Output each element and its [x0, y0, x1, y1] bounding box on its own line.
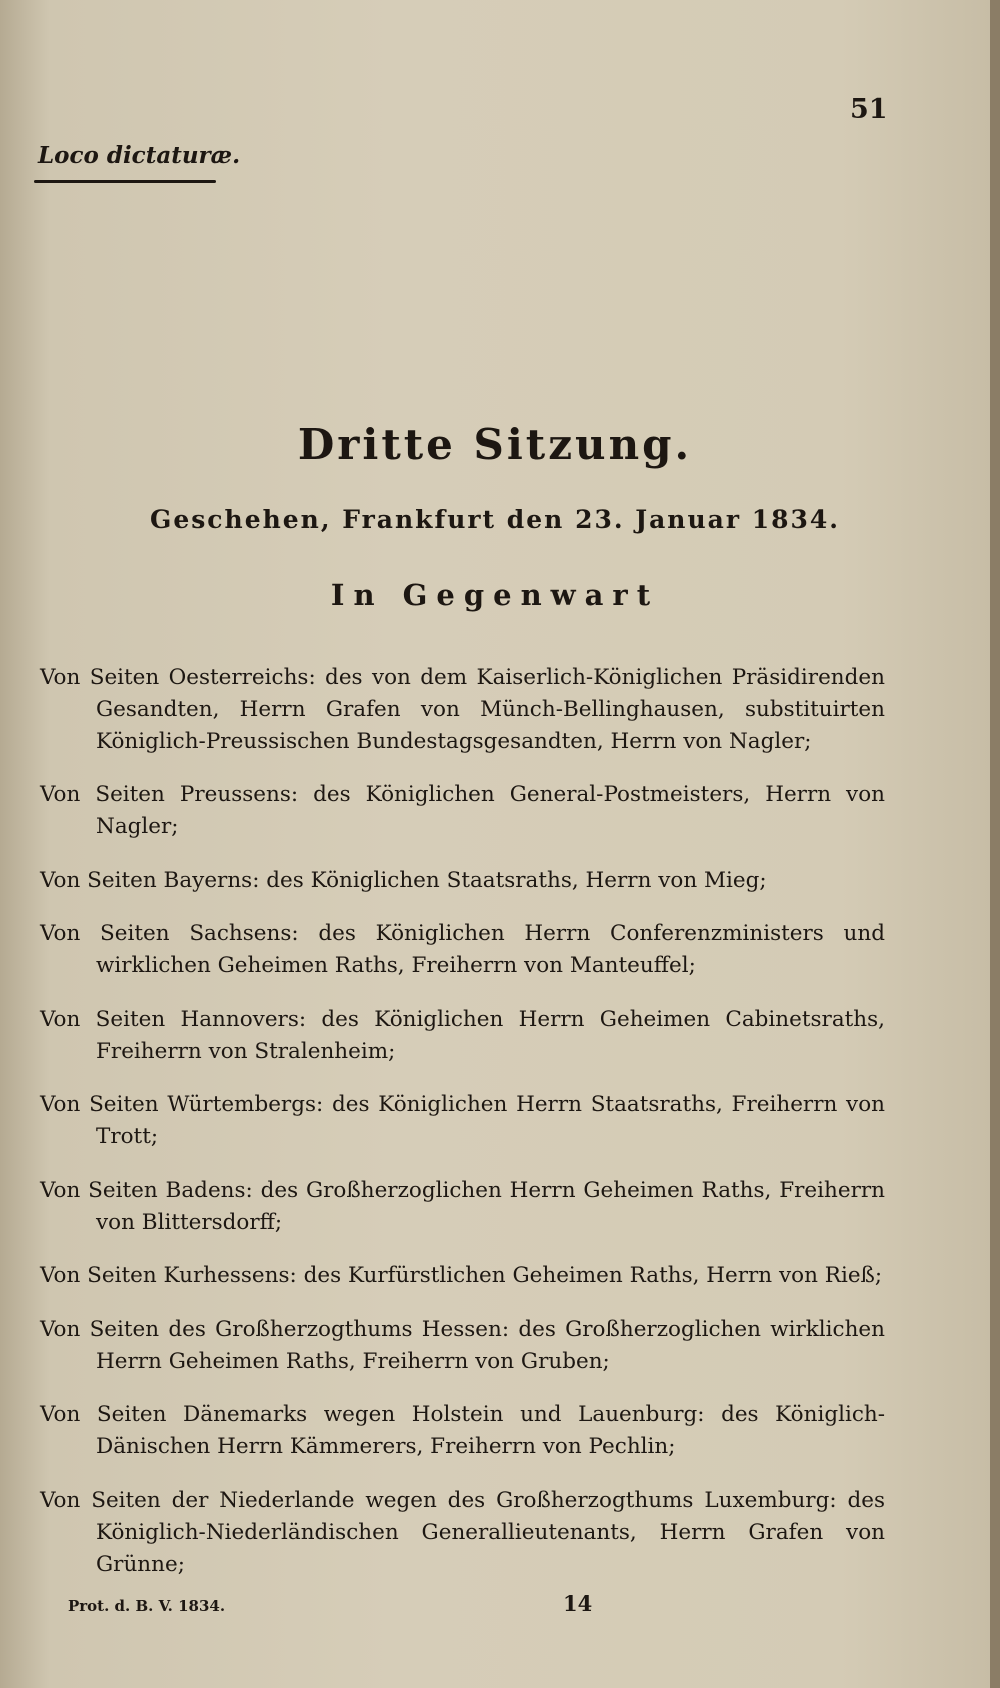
attendance-entry: Von Seiten Hannovers: des Königlichen Herrn Geheimen Cabinetsraths, Freiherrn von Stralenheim; — [40, 1006, 885, 1064]
attendance-entry: Von Seiten des Großherzogthums Hessen: des Großherzoglichen wirklichen Herrn Geheimen Raths, Freiherrn von Gruben; — [40, 1316, 885, 1374]
attendance-entry: Von Seiten Preussens: des Königlichen General-Postmeisters, Herrn von Nagler; — [40, 782, 885, 839]
presence-heading: In Gegenwart — [330, 578, 660, 612]
attendance-entry: Von Seiten Oesterreichs: des von dem Kaiserlich-Königlichen Präsidirenden Gesandten, Herrn Grafen von Münch-Bellinghausen, substituirten Königlich-Preussischen Bundestagsgesandten, Herrn von Nagler; — [40, 664, 885, 754]
attendance-entry: Von Seiten Sachsens: des Königlichen Herrn Conferenzministers und wirklichen Geheimen Raths, Freiherrn von Manteuffel; — [40, 921, 885, 978]
attendance-entry: Von Seiten Bayerns: des Königlichen Staatsraths, Herrn von Mieg; — [40, 867, 767, 893]
margin-note: Loco dictaturæ. — [38, 142, 241, 169]
session-title: Dritte Sitzung. — [297, 420, 693, 469]
page-number: 51 — [850, 94, 888, 125]
attendance-list — [40, 640, 885, 1581]
dateline: Geschehen, Frankfurt den 23. Januar 1834. — [149, 505, 841, 534]
attendance-entry: Von Seiten Würtembergs: des Königlichen Herrn Staatsraths, Freiherrn von Trott; — [40, 1092, 885, 1149]
attendance-entry: Von Seiten Badens: des Großherzoglichen Herrn Geheimen Raths, Freiherrn von Blittersdorff; — [40, 1177, 885, 1235]
margin-rule — [34, 180, 216, 183]
footer-signature: 14 — [563, 1591, 593, 1616]
attendance-entry: Von Seiten Dänemarks wegen Holstein und Lauenburg: des Königlich-Dänischen Herrn Kämmerers, Freiherrn von Pechlin; — [40, 1402, 885, 1459]
attendance-entry: Von Seiten der Niederlande wegen des Großherzogthums Luxemburg: des Königlich-Niederländischen Generallieutenants, Herrn Grafen von Grünne; — [40, 1487, 885, 1577]
footer-source: Prot. d. B. V. 1834. — [68, 1597, 226, 1615]
attendance-entry: Von Seiten Kurhessens: des Kurfürstlichen Geheimen Raths, Herrn von Rieß; — [40, 1263, 883, 1288]
